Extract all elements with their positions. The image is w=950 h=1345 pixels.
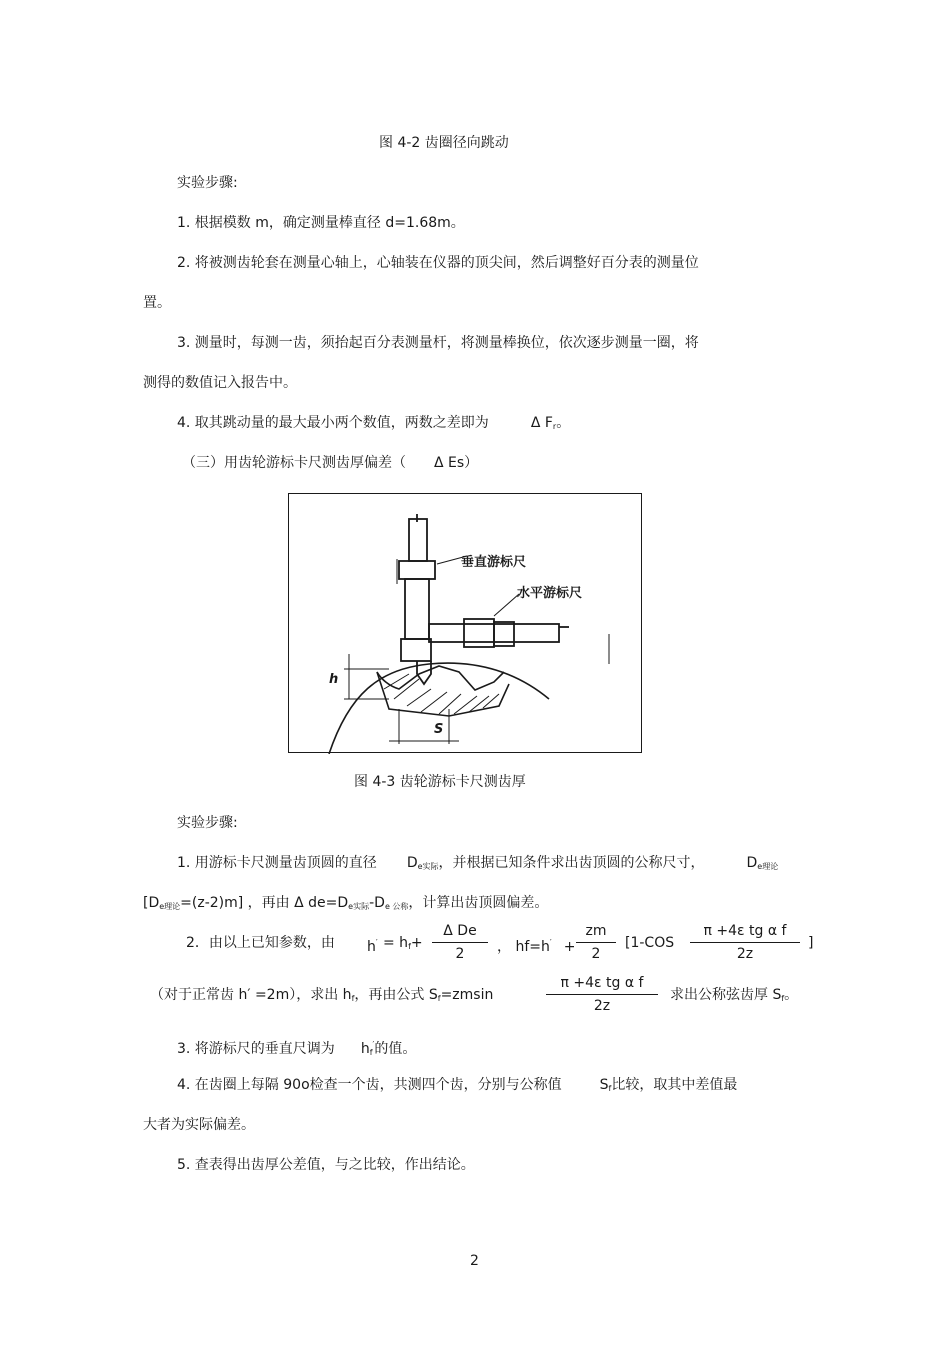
frac1-den: 2 [455, 946, 465, 962]
frac3-num: π +4ε tg α f [703, 923, 787, 939]
step-2-1 [177, 854, 778, 876]
plus-2: + [563, 939, 576, 955]
de-actual: D [406, 855, 418, 871]
figure-4-3-box [288, 493, 642, 753]
frac2-num: zm [585, 923, 607, 939]
delta-es-symbol: Δ Es） [434, 455, 479, 471]
label-vertical-vernier: 垂直游标尺 [461, 555, 527, 570]
page-number: 2 [470, 1253, 479, 1269]
fraction-delta-de [432, 922, 488, 963]
fraction-pi-1 [690, 922, 800, 963]
steps-heading-1: 实验步骤: [177, 175, 238, 191]
figure-4-2-caption: 图 4-2 齿圈径向跳动 [379, 135, 509, 151]
step-1-2: 2. 将被测齿轮套在测量心轴上，心轴装在仪器的顶尖间，然后调整好百分表的测量位 [177, 255, 699, 271]
step-2-2-end: 。 [784, 987, 799, 1003]
sub-e-actual: e实际 [417, 862, 439, 871]
fraction-zm [576, 922, 616, 963]
nominal-chord-text [670, 986, 798, 1008]
step-1-3: 3. 测量时，每测一齿，须抬起百分表测量杆，将测量棒换位，依次逐步测量一圈，将 [177, 335, 699, 351]
step-2-3: 3. 将游标尺的垂直尺调为 $h_f'$的值。 [177, 1040, 417, 1057]
step-2-2-cont [150, 986, 493, 1008]
section-three-heading [182, 454, 478, 472]
figure-4-3-caption: 图 4-3 齿轮游标卡尺测齿厚 [354, 774, 526, 790]
sub-r: r [552, 422, 557, 431]
zmsin-text: =zmsin [440, 987, 494, 1003]
de-theory: D [746, 855, 758, 871]
step-1-2-cont: 置。 [143, 295, 171, 311]
step-1-4-text: 4. 取其跳动量的最大最小两个数值，两数之差即为 [177, 415, 489, 431]
formula-de: =(z-2)m] ，再由 Δ de=D [180, 895, 349, 911]
step-2-4-cont: 大者为实际偏差。 [143, 1117, 255, 1133]
sub-f-4: f [781, 994, 785, 1003]
step-2-1-end: ，计算出齿顶圆偏差。 [408, 895, 549, 911]
step-2-1-text-b: ，并根据已知条件求出齿顶圆的公称尺寸， [438, 855, 705, 871]
delta-fr-symbol: Δ F [530, 415, 553, 431]
sub-e-theory: e理论 [757, 862, 779, 871]
frac3-den: 2z [736, 946, 754, 962]
frac2-den: 2 [591, 946, 601, 962]
step-2-5: 5. 查表得出齿厚公差值，与之比较，作出结论。 [177, 1157, 475, 1173]
step-1-4 [177, 414, 570, 436]
label-s: S [434, 722, 444, 737]
sub-f-5: f [369, 1048, 373, 1057]
normal-tooth-text: （对于正常齿 h′ =2m），求出 h [150, 987, 352, 1003]
h-prime: h′ [367, 938, 378, 955]
step-1-4-end: 。 [556, 415, 571, 431]
eq-h: = h [383, 935, 409, 951]
step-2-4-text: 4. 在齿圈上每隔 90o检查一个齿，共测四个齿，分别与公称值 [177, 1077, 562, 1093]
section-three-text: （三）用齿轮游标卡尺测齿厚偏差（ [182, 455, 406, 471]
frac4-num: π +4ε tg α f [560, 975, 644, 991]
minus-de: -D [369, 895, 385, 911]
sub-e-actual-2: e实际 [348, 902, 370, 911]
step-2-3-end: 的值。 [374, 1041, 417, 1057]
frac4-den: 2z [593, 998, 611, 1014]
sub-e-theory-2: e理论 [159, 902, 181, 911]
step-1-1: 1. 根据模数 m，确定测量棒直径 d=1.68m。 [177, 215, 465, 231]
step-2-4-tail: 比较，取其中差值最 [611, 1077, 738, 1093]
bracket-close: ] [808, 935, 814, 951]
step-2-1-cont [143, 894, 548, 916]
sub-e-nominal: e 公称 [384, 902, 409, 911]
sub-f-6: f [608, 1084, 612, 1093]
step-2-2-lead: 2．由以上已知参数，由 [186, 935, 335, 951]
chord-thickness-text: 求出公称弦齿厚 S [670, 987, 782, 1003]
fraction-pi-2 [546, 974, 658, 1015]
hf-eq: ， hf=h′ + [497, 938, 576, 955]
bracket-cos: [1-COS [625, 935, 675, 951]
sf-symbol: S [599, 1077, 609, 1093]
step-2-4 [177, 1076, 737, 1098]
sub-f-2: f [351, 994, 355, 1003]
bracket-de: [D [143, 895, 160, 911]
step-2-3-text: 3. 将游标尺的垂直尺调为 [177, 1041, 335, 1057]
label-h: h [329, 672, 339, 687]
h-symbol: h [367, 939, 376, 955]
hf-formula: ， hf=h [497, 939, 550, 955]
plus-1: + [410, 935, 423, 951]
hf-symbol: h [360, 1041, 370, 1057]
frac1-num: Δ De [443, 923, 477, 939]
sub-f-3: f [437, 994, 441, 1003]
sub-f: f [408, 942, 411, 951]
label-horizontal-vernier: 水平游标尺 [517, 586, 583, 601]
vernier-caliper-drawing [289, 494, 643, 754]
steps-heading-2: 实验步骤: [177, 815, 238, 831]
step-1-3-cont: 测得的数值记入报告中。 [143, 375, 297, 391]
h-eq-hf [383, 934, 423, 956]
step-2-1-text-a: 1. 用游标卡尺测量齿顶圆的直径 [177, 855, 377, 871]
formula-text: ，再由公式 S [354, 987, 438, 1003]
